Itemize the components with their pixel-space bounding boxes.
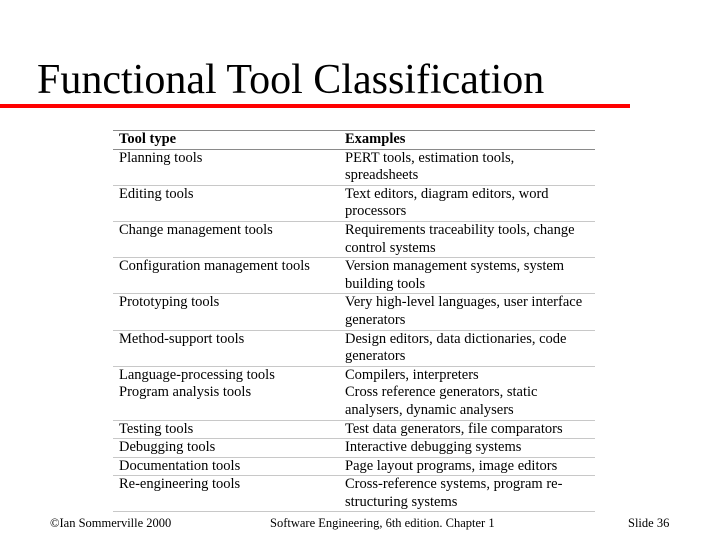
column-header-examples: Examples [339, 131, 595, 150]
tool-type-cell: Prototyping tools [113, 294, 339, 330]
examples-cell: Requirements traceability tools, change control systems [339, 221, 595, 257]
tool-type-cell: Editing tools [113, 185, 339, 221]
table-row [113, 294, 595, 330]
table-row [113, 149, 595, 185]
table-row [113, 457, 595, 476]
examples-cell: Test data generators, file comparators [339, 420, 595, 439]
examples-cell: Text editors, diagram editors, word processors [339, 185, 595, 221]
tool-type-cell: Documentation tools [113, 457, 339, 476]
tool-type-cell: Change management tools [113, 221, 339, 257]
examples-cell: PERT tools, estimation tools, spreadsheets [339, 149, 595, 185]
table-row [113, 439, 595, 458]
table-row [113, 185, 595, 221]
examples-cell: Page layout programs, image editors [339, 457, 595, 476]
table-row [113, 330, 595, 366]
examples-cell: Compilers, interpreters [339, 366, 595, 384]
tool-type-cell: Planning tools [113, 149, 339, 185]
examples-cell: Cross reference generators, static analysers, dynamic analysers [345, 384, 538, 418]
footer-slide-number: Slide 36 [628, 516, 670, 530]
footer-book-title: Software Engineering, 6th edition. Chapter 1 [270, 516, 495, 530]
table-row [113, 384, 595, 420]
examples-cell: Interactive debugging systems [339, 439, 595, 458]
table-row [113, 258, 595, 294]
table-row [113, 221, 595, 257]
tool-type-cell: Method-support tools [113, 330, 339, 366]
examples-cell: Version management systems, system building tools [339, 258, 595, 294]
footer-copyright: ©Ian Sommerville 2000 [50, 516, 172, 530]
table-row [113, 476, 595, 512]
examples-cell: Design editors, data dictionaries, code generators [339, 330, 595, 366]
table-header-row [113, 131, 595, 150]
examples-cell: Cross-reference systems, program re-structuring systems [339, 476, 595, 512]
table-row [113, 420, 595, 439]
tool-type-cell: Program analysis tools [119, 384, 252, 401]
tool-type-cell: Testing tools [113, 420, 339, 439]
examples-cell: Very high-level languages, user interface generators [339, 294, 595, 330]
slide-title: Functional Tool Classification [37, 57, 545, 103]
tool-type-cell: Language-processing tools [113, 366, 339, 384]
tool-type-cell: Debugging tools [113, 439, 339, 458]
column-header-tool-type: Tool type [113, 131, 339, 150]
tool-classification-table [113, 130, 595, 512]
table-row [113, 366, 595, 384]
tool-type-cell: Re-engineering tools [113, 476, 339, 512]
tool-type-cell: Configuration management tools [113, 258, 339, 294]
title-underline [0, 104, 630, 108]
